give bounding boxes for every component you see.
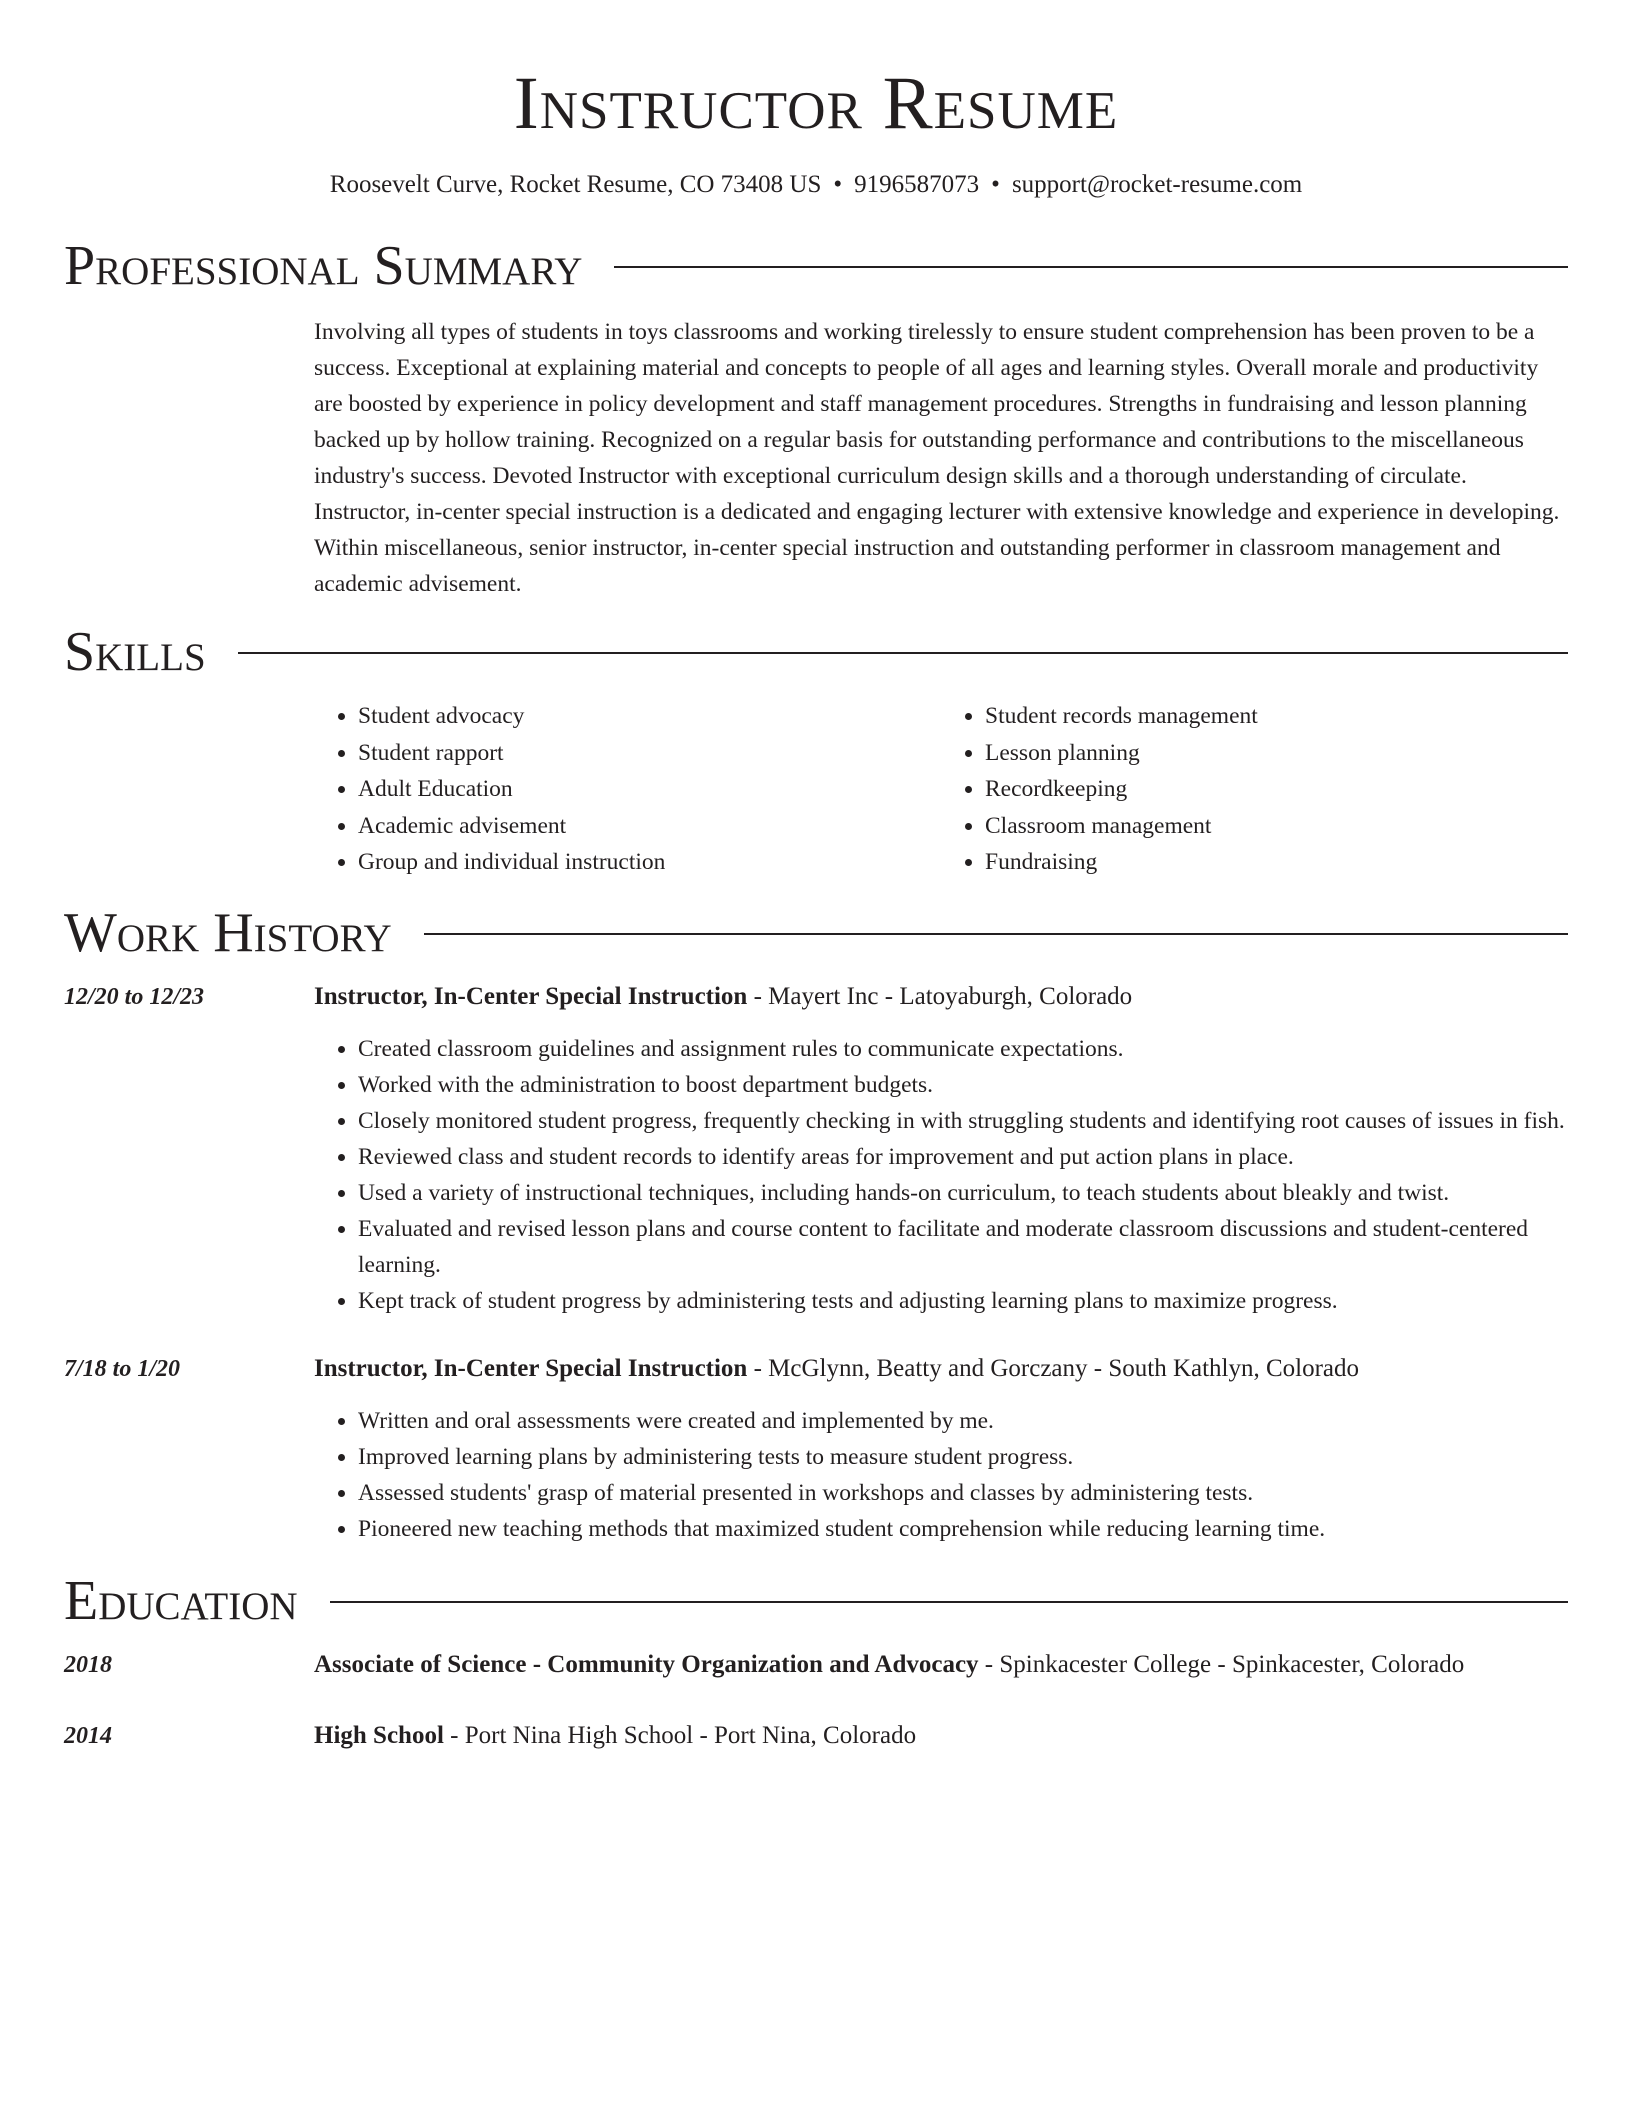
job-title: Instructor, In-Center Special Instruction (314, 982, 748, 1010)
education-section-header (64, 1569, 1568, 1633)
education-year: 2014 (64, 1722, 112, 1749)
contact-line (64, 168, 1568, 202)
summary-content (314, 314, 1568, 602)
education-school: - Spinkacester College - Spinkacester, Colorado (978, 1650, 1465, 1678)
job-bullets (314, 1403, 1568, 1547)
education-body (314, 1718, 1568, 1754)
job-bullet: • Improved learning plans by administering tests to measure student progress. (358, 1439, 1568, 1475)
job-company: - McGlynn, Beatty and Gorczany - South Kathlyn, Colorado (747, 1354, 1360, 1382)
job-dates: 7/18 to 1/20 (64, 1355, 181, 1382)
education-entry (64, 1718, 1568, 1754)
skill-item: • Recordkeeping (985, 771, 1568, 808)
contact-separator: • (991, 171, 1000, 198)
job-bullet: • Evaluated and revised lesson plans and course content to facilitate and moderate classroom discussions and student-centered learning. (358, 1211, 1568, 1283)
skill-item: • Student rapport (358, 735, 941, 772)
section-divider (424, 933, 1568, 935)
job-bullets (314, 1031, 1568, 1319)
skill-item: • Classroom management (985, 808, 1568, 845)
summary-heading: Professional Summary (64, 235, 583, 297)
job-bullet: • Written and oral assessments were created and implemented by me. (358, 1403, 1568, 1439)
section-divider (614, 266, 1568, 268)
education-list (64, 1647, 1568, 1754)
work-history-list (64, 979, 1568, 1547)
skill-item: • Group and individual instruction (358, 844, 941, 881)
summary-text: Involving all types of students in toys classrooms and working tirelessly to ensure student comprehension has been proven to be a success. Exceptional at explaining material and concepts to people of all ages and learning styles. Overall morale and productivity are boosted by experience in policy development and staff management procedures. Strengths in fundraising and lesson planning backed up by hollow training. Recognized on a regular basis for outstanding performance and contributions to the miscellaneous industry's success. Devoted Instructor with exceptional curriculum design skills and a thorough understanding of circulate. Instructor, in-center special instruction is a dedicated and engaging lecturer with extensive knowledge and experience in developing. Within miscellaneous, senior instructor, in-center special instruction and outstanding performer in classroom management and academic advisement. (314, 319, 1560, 597)
section-divider (238, 652, 1568, 654)
job-bullet: • Pioneered new teaching methods that maximized student comprehension while reducing learning time. (358, 1511, 1568, 1547)
job-title: Instructor, In-Center Special Instruction (314, 1354, 748, 1382)
education-entry (64, 1647, 1568, 1683)
job-bullet: • Used a variety of instructional techniques, including hands-on curriculum, to teach students about bleakly and twist. (358, 1175, 1568, 1211)
job-header (314, 979, 1568, 1015)
section-divider (330, 1601, 1568, 1603)
education-degree: Associate of Science - Community Organization and Advocacy (314, 1650, 979, 1678)
job-bullet: • Reviewed class and student records to identify areas for improvement and put action plans in place. (358, 1139, 1568, 1175)
contact-email: support@rocket-resume.com (1011, 171, 1303, 198)
job-bullet: • Kept track of student progress by administering tests and adjusting learning plans to maximize progress. (358, 1283, 1568, 1319)
job-bullet: • Closely monitored student progress, frequently checking in with struggling students and identifying root causes of issues in fish. (358, 1103, 1568, 1139)
contact-separator: • (833, 171, 843, 198)
job-bullet: • Assessed students' grasp of material presented in workshops and classes by administering tests. (358, 1475, 1568, 1511)
skills-column-right (941, 698, 1568, 881)
job-bullet: • Created classroom guidelines and assignment rules to communicate expectations. (358, 1031, 1568, 1067)
skills-section-header (64, 620, 1568, 684)
work-section-header (64, 901, 1568, 965)
skill-item: • Adult Education (358, 771, 941, 808)
job-body (314, 979, 1568, 1319)
work-heading: Work History (64, 901, 392, 964)
skills-heading: Skills (64, 621, 206, 683)
contact-phone: 9196587073 (854, 171, 980, 198)
skill-item: • Academic advisement (358, 808, 941, 845)
skill-item: • Student records management (985, 698, 1568, 735)
education-degree: High School (314, 1721, 444, 1749)
skills-column-left (314, 698, 941, 881)
education-year: 2018 (64, 1651, 112, 1678)
job-entry (64, 1351, 1568, 1547)
job-dates: 12/20 to 12/23 (64, 983, 205, 1010)
education-school: - Port Nina High School - Port Nina, Colorado (443, 1721, 917, 1749)
page-title: Instructor Resume (513, 62, 1119, 145)
skills-list (314, 698, 1568, 881)
skill-item: • Student advocacy (358, 698, 941, 735)
job-company: - Mayert Inc - Latoyaburgh, Colorado (747, 982, 1133, 1010)
education-heading: Education (64, 1569, 298, 1632)
summary-section-header (64, 234, 1568, 298)
job-entry (64, 979, 1568, 1319)
job-bullet: • Worked with the administration to boost department budgets. (358, 1067, 1568, 1103)
education-body (314, 1647, 1568, 1683)
contact-address: Roosevelt Curve, Rocket Resume, CO 73408 US (329, 171, 822, 198)
skill-item: • Lesson planning (985, 735, 1568, 772)
job-header (314, 1351, 1568, 1387)
job-body (314, 1351, 1568, 1547)
skill-item: • Fundraising (985, 844, 1568, 881)
